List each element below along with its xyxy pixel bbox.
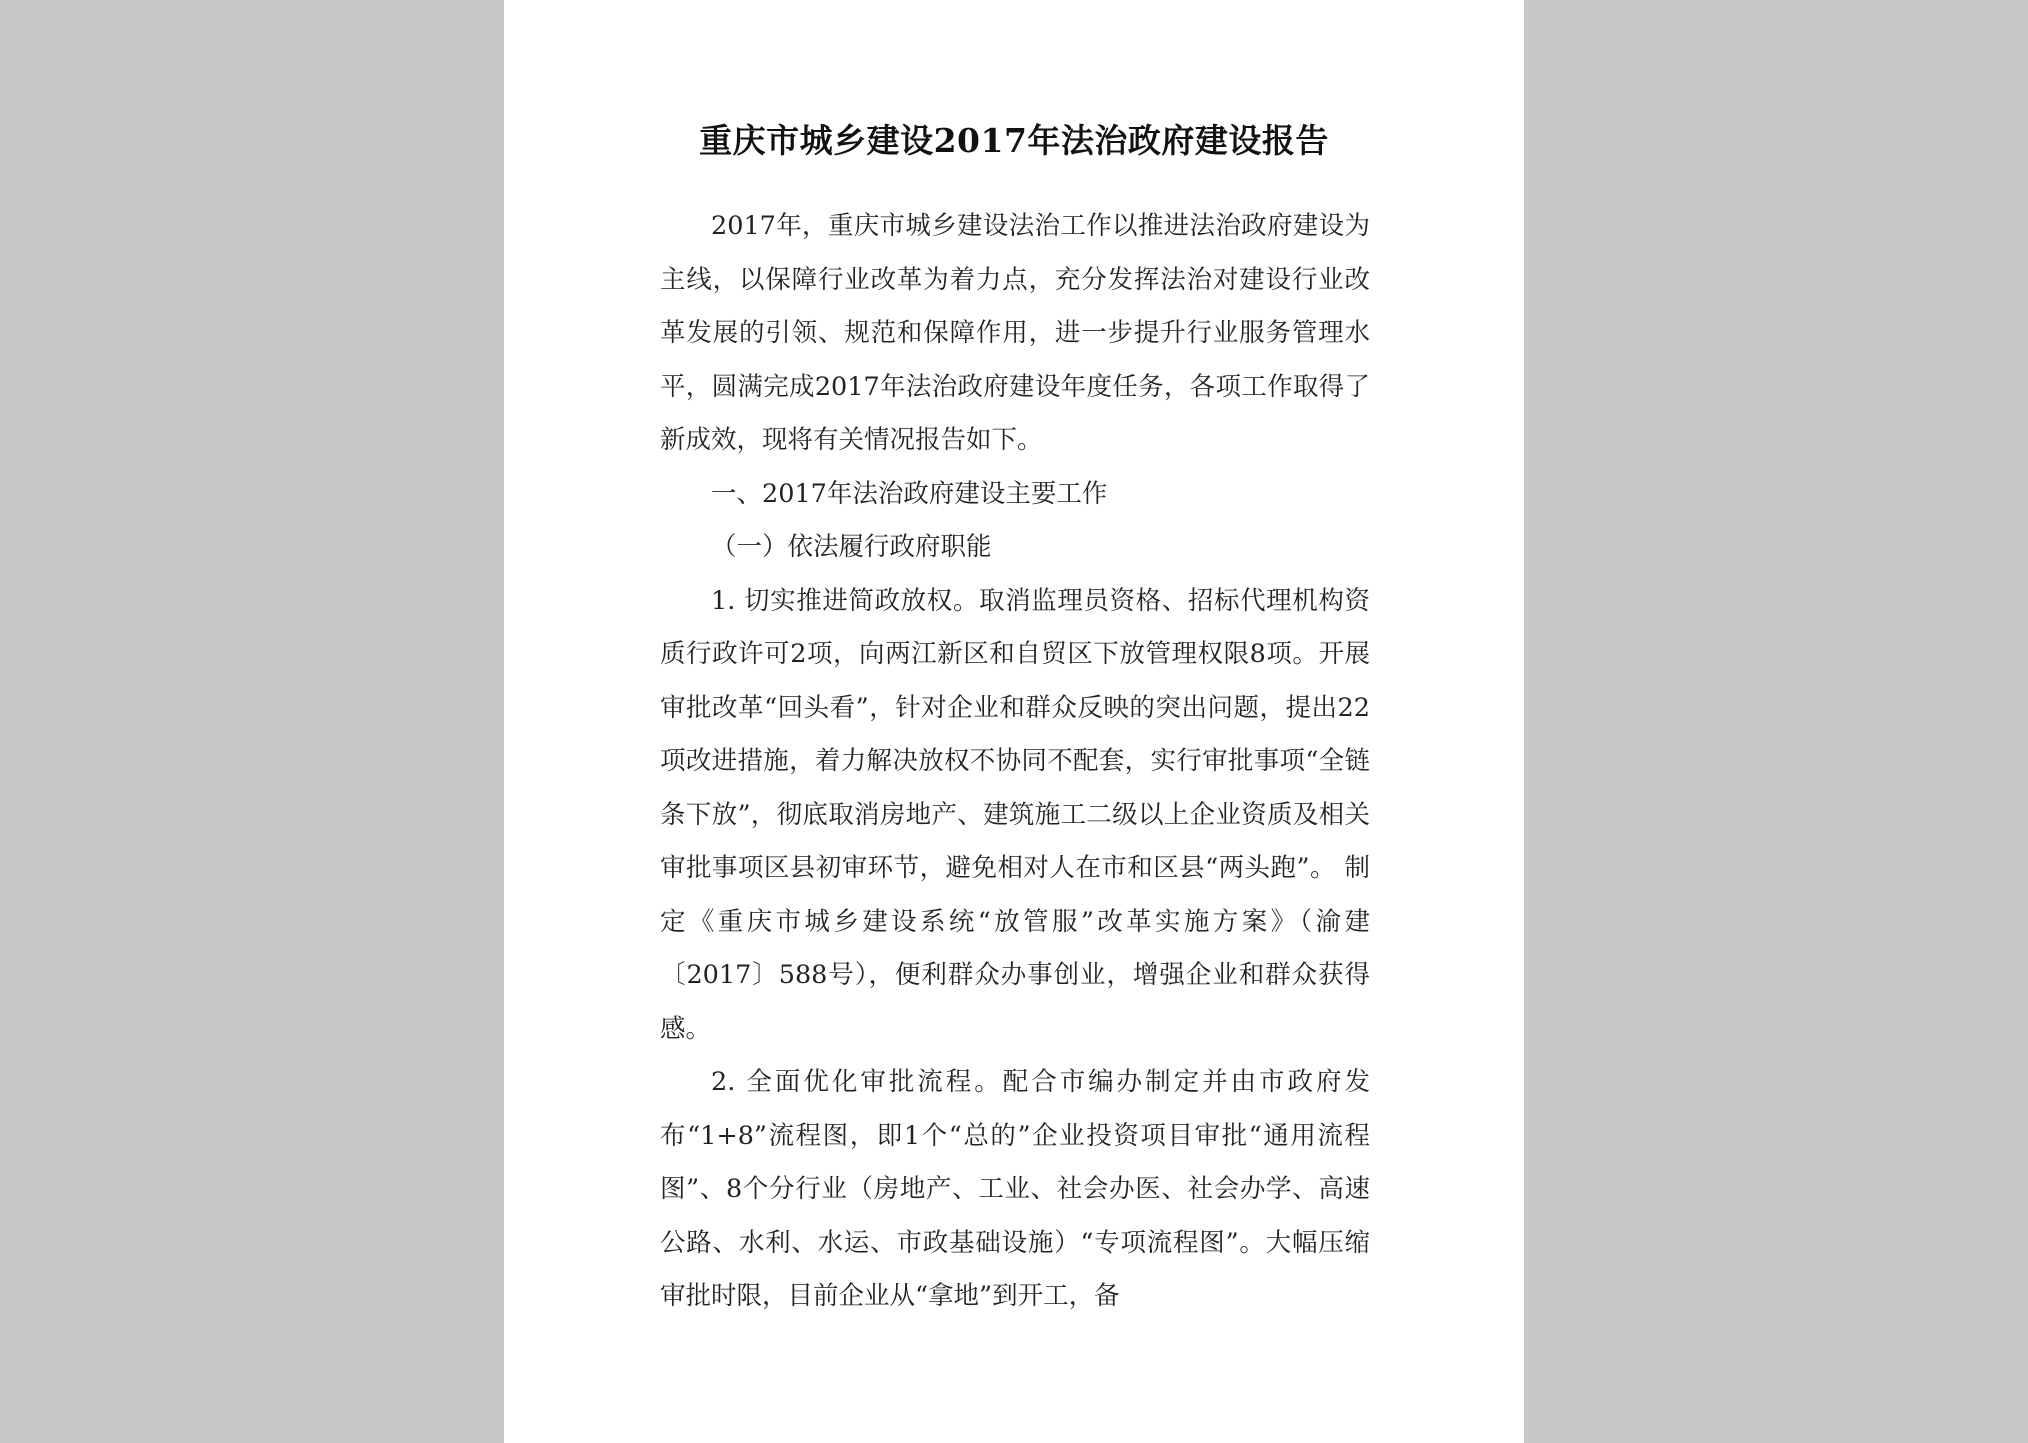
paragraph-item-1: 1. 切实推进简政放权。取消监理员资格、招标代理机构资质行政许可2项，向两江新区和自贸区下放管理权限8项。开展审批改革“回头看”，针对企业和群众反映的突出问题，提出22项改进措施，着力解决放权不协同不配套，实行审批事项“全链条下放”，彻底取消房地产、建筑施工二级以上企业资质及相关审批事项区县初审环节，避免相对人在市和区县“两头跑”。 制定《重庆市城乡建设系统“放管服”改革实施方案》（渝建〔2017〕588号），便利群众办事创业，增强企业和群众获得感。 [660,585,1370,1044]
document-title: 重庆市城乡建设2017年法治政府建设报告 [699,121,1329,160]
document-body [660,200,1370,1324]
paragraph-intro: 2017年，重庆市城乡建设法治工作以推进法治政府建设为主线，以保障行业改革为着力点，充分发挥法治对建设行业改革发展的引领、规范和保障作用，进一步提升行业服务管理水平，圆满完成2017年法治政府建设年度任务，各项工作取得了新成效，现将有关情况报告如下。 [660,211,1370,455]
document-page [504,0,1524,1443]
subsection-heading-1: （一）依法履行政府职能 [711,532,992,562]
paragraph-item-2: 2. 全面优化审批流程。配合市编办制定并由市政府发布“1+8”流程图，即1个“总的”企业投资项目审批“通用流程图”、8个分行业（房地产、工业、社会办医、社会办学、高速公路、水利、水运、市政基础设施）“专项流程图”。大幅压缩审批时限，目前企业从“拿地”到开工，备 [660,1067,1370,1311]
section-heading-1: 一、2017年法治政府建设主要工作 [711,478,1108,509]
